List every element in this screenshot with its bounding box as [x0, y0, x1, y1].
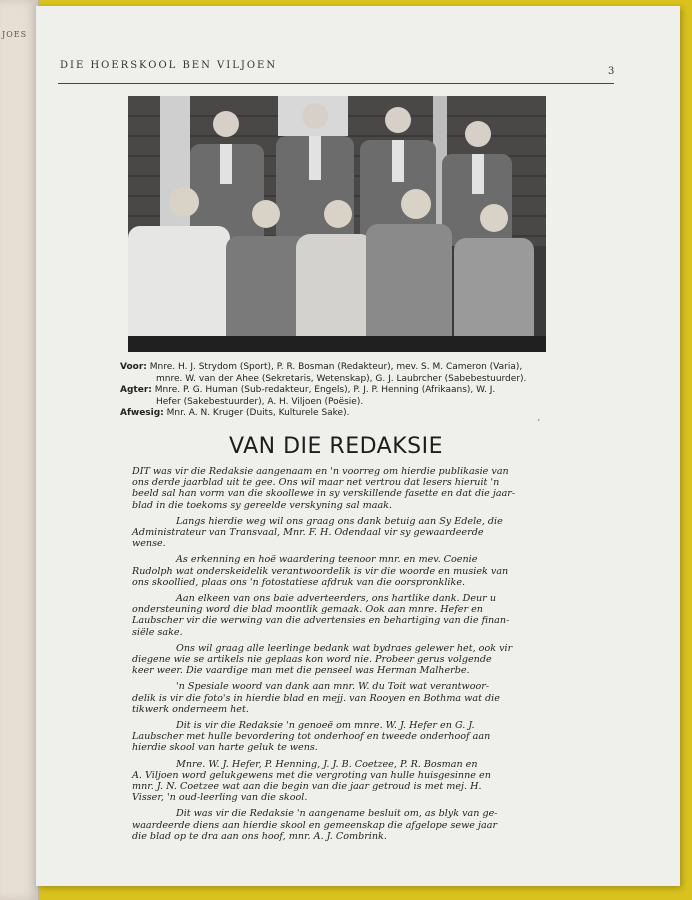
article-line: die blad op te dra aan ons hoof, mnr. A. J. Combrink.: [132, 830, 387, 842]
article-line: mnr. J. N. Coetzee wat aan die begin van die jaar getroud is met mej. H.: [132, 781, 482, 793]
article-line: ons skoollied, plaas ons 'n fotostatiese afdruk van die oorspronklike.: [132, 576, 466, 588]
caption-voor-line-1: Mnre. H. J. Strydom (Sport), P. R. Bosman (Redakteur), mev. S. M. Cameron (Varia),: [149, 362, 523, 372]
article-line: ons derde jaarblad uit te gee. Ons wil maar net vertrou dat lesers hieruit 'n: [132, 477, 500, 489]
article-line: 'n Spesiale woord van dank aan mnr. W. du Toit wat verantwoor-: [176, 681, 490, 693]
previous-page-edge: [0, 0, 39, 900]
group-photo-image: [128, 96, 546, 352]
header-rule: [58, 83, 614, 84]
article-line: Langs hierdie weg wil ons graag ons dank betuig aan Sy Edele, die: [176, 515, 503, 527]
article-paragraph: [132, 808, 544, 842]
running-head: DIE HOERSKOOL BEN VILJOEN: [60, 60, 278, 71]
article-line: diegene wie se artikels nie geplaas kon word nie. Probeer gerus volgende: [132, 654, 492, 666]
article-line: Visser, 'n oud-leerling van die skool.: [132, 792, 308, 804]
article-line: Ons wil graag alle leerlinge bedank wat bydraes gelewer het, ook vir: [176, 642, 513, 654]
article-paragraph: [132, 681, 544, 715]
article-paragraph: [132, 593, 544, 638]
article-paragraph: [132, 516, 544, 550]
article-line: hierdie skool van harte geluk te wens.: [132, 742, 318, 754]
article-title: VAN DIE REDAKSIE: [228, 434, 444, 459]
article-paragraph: [132, 466, 544, 511]
article-paragraph: [132, 720, 544, 754]
article-line: Administrateur van Transvaal, Mnr. F. H. Odendaal vir sy gewaardeerde: [132, 527, 484, 539]
article-paragraph: [132, 643, 544, 677]
article-line: keer weer. Die vaardige man met die penseel was Herman Malherbe.: [132, 665, 470, 677]
group-photo: [128, 96, 546, 352]
caption-voor-line-2: mnre. W. van der Ahee (Sekretaris, Wetenskap), G. J. Laubrcher (Sabebestuurder).: [156, 373, 527, 384]
article-line: As erkenning en hoë waardering teenoor mnr. en mev. Coenie: [176, 554, 478, 566]
article-line: delik is vir die foto's in hierdie blad en mejj. van Rooyen en Bothma wat die: [132, 692, 500, 704]
article-line: ondersteuning word die blad moontlik gemaak. Ook aan mnre. Hefer en: [132, 604, 483, 616]
caption-agter-line-2: Hefer (Sakebestuurder), A. H. Viljoen (Poësie).: [156, 396, 364, 407]
caption-afwesig-line: Mnr. A. N. Kruger (Duits, Kulturele Sake).: [166, 408, 350, 418]
page-number: 3: [608, 66, 615, 77]
caption-agter-label: Agter:: [120, 385, 152, 395]
article-paragraph: [132, 759, 544, 804]
photo-caption: [120, 362, 540, 420]
article-line: blad in die toekoms sy gereelde verskyning sal maak.: [132, 499, 393, 511]
article-line: Dit was vir die Redaksie 'n aangename besluit om, as blyk van ge-: [176, 808, 498, 820]
magazine-page: [36, 6, 680, 886]
stray-mark: ˊ: [536, 420, 541, 430]
article-paragraph: [132, 554, 544, 588]
article-body: [132, 466, 544, 847]
article-line: Rudolph wat onderskeidelik verantwoordelik is vir die woorde en musiek van: [132, 565, 509, 577]
caption-voor-label: Voor:: [120, 362, 147, 372]
article-line: beeld sal han vorm van die skoollewe in sy verskillende fasette en dat die jaar-: [132, 488, 516, 500]
article-line: waardeerde diens aan hierdie skool en gemeenskap die afgelope sewe jaar: [132, 819, 498, 831]
article-line: Aan elkeen van ons baie adverteerders, ons hartlike dank. Deur u: [176, 593, 496, 605]
article-line: DIT was vir die Redaksie aangenaam en 'n voorreg om hierdie publikasie van: [132, 466, 509, 477]
article-line: A. Viljoen word gelukgewens met die vergroting van hulle huisgesinne en: [132, 769, 491, 781]
article-line: Mnre. W. J. Hefer, P. Henning, J. J. B. Coetzee, P. R. Bosman en: [176, 758, 478, 770]
article-line: tikwerk onderneem het.: [132, 703, 249, 715]
article-line: wense.: [132, 538, 166, 550]
caption-afwesig-label: Afwesig:: [120, 408, 164, 418]
article-line: Laubscher vir die werwing van die advertensies en behartiging van die finan-: [132, 615, 510, 627]
article-line: Dit is vir die Redaksie 'n genoeë om mnre. W. J. Hefer en G. J.: [176, 720, 475, 732]
article-line: siële sake.: [132, 626, 183, 638]
article-line: Laubscher met hulle bevordering tot onderhoof en tweede onderhoof aan: [132, 731, 491, 743]
previous-page-text: JOES: [2, 30, 28, 39]
caption-agter-line-1: Mnre. P. G. Human (Sub-redakteur, Engels), P. J. P. Henning (Afrikaans), W. J.: [154, 385, 496, 395]
